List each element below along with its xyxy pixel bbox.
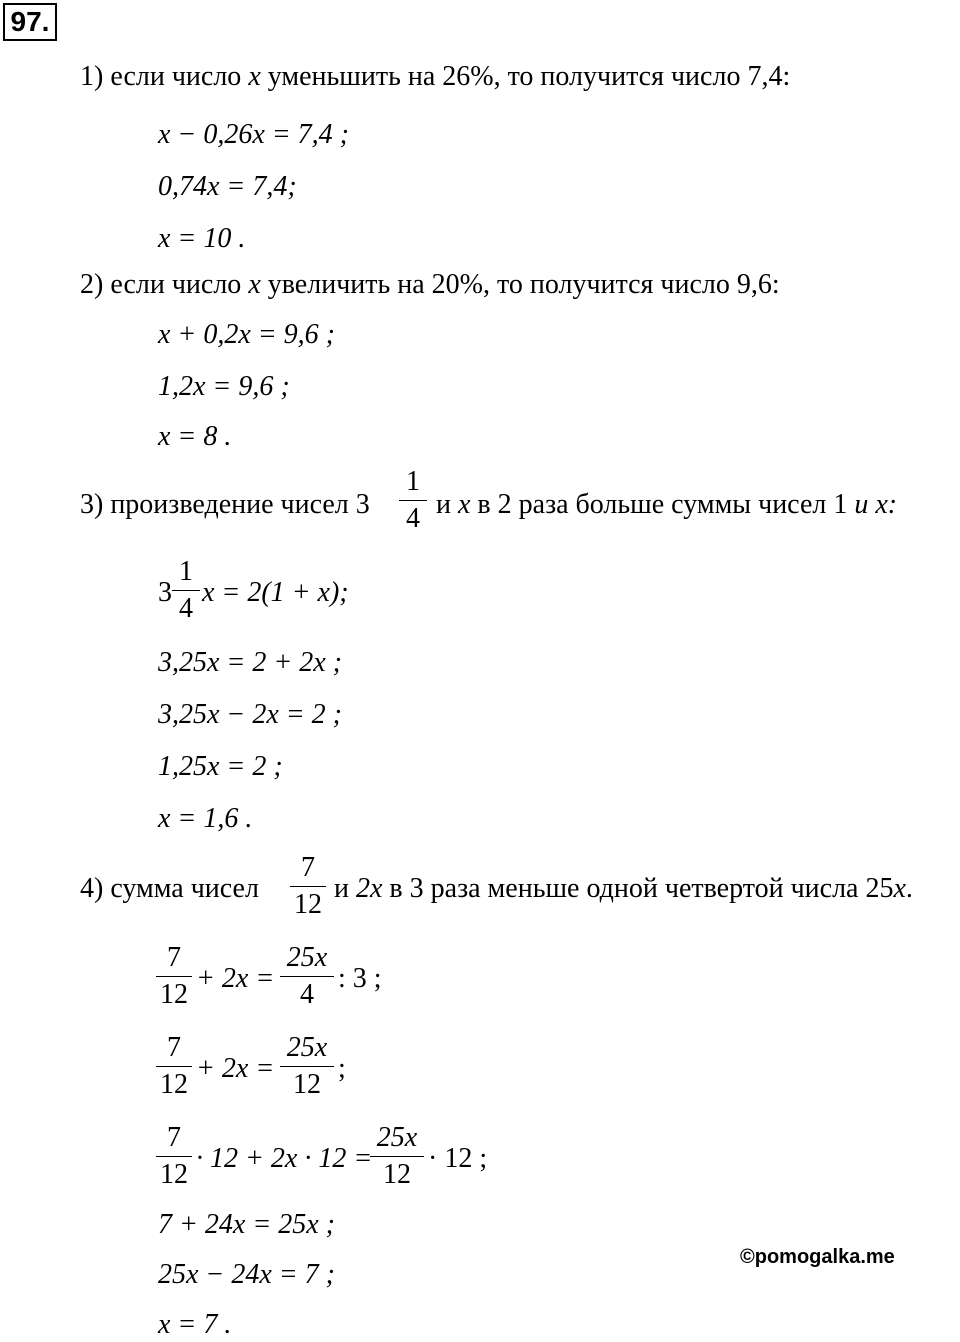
- part1-eq2: 0,74x = 7,4;: [158, 171, 297, 202]
- part4-eq1-mid: + 2x =: [196, 963, 275, 994]
- part4-eq3-fraction2: 25x 12: [370, 1122, 424, 1191]
- part3-eq3: 3,25x − 2x = 2 ;: [158, 699, 342, 730]
- part3-fraction: 1 4: [399, 466, 427, 535]
- part4-eq2-mid: + 2x =: [196, 1053, 275, 1084]
- part3-eq1-whole: 3: [158, 577, 172, 608]
- part2-statement: 2) если число x увеличить на 20%, то получится число 9,6:: [80, 269, 780, 300]
- part1-statement: 1) если число x уменьшить на 26%, то получится число 7,4:: [80, 61, 791, 92]
- watermark: ©pomogalka.me: [740, 1246, 895, 1268]
- part4-eq1-tail: : 3 ;: [338, 963, 382, 994]
- part4-eq6: x = 7 .: [158, 1309, 232, 1340]
- part4-eq5: 25x − 24x = 7 ;: [158, 1259, 335, 1290]
- part1-eq1: x − 0,26x = 7,4 ;: [158, 119, 349, 150]
- part1-eq3: x = 10 .: [158, 223, 246, 254]
- part4-eq1-fraction1: 7 12: [156, 942, 192, 1011]
- part3-eq1-fraction: 1 4: [172, 556, 200, 625]
- part3-statement-b: и x в 2 раза больше суммы чисел 1 и x:: [436, 489, 898, 520]
- part3-statement-a: 3) произведение чисел 3: [80, 489, 370, 520]
- part3-eq5: x = 1,6 .: [158, 803, 253, 834]
- part4-eq2-fraction1: 7 12: [156, 1032, 192, 1101]
- task-number: 97.: [3, 3, 57, 41]
- part4-eq2-tail: ;: [338, 1053, 346, 1084]
- part4-fraction: 7 12: [290, 852, 326, 921]
- part4-eq3-fraction1: 7 12: [156, 1122, 192, 1191]
- part4-statement-b: и 2x в 3 раза меньше одной четвертой числа 25x.: [334, 873, 913, 904]
- part2-eq3: x = 8 .: [158, 421, 232, 452]
- part4-eq4: 7 + 24x = 25x ;: [158, 1209, 335, 1240]
- part2-eq2: 1,2x = 9,6 ;: [158, 371, 290, 402]
- part4-eq1-fraction2: 25x 4: [280, 942, 334, 1011]
- part4-eq2-fraction2: 25x 12: [280, 1032, 334, 1101]
- part3-eq2: 3,25x = 2 + 2x ;: [158, 647, 342, 678]
- part4-eq3-tail: · 12 ;: [428, 1143, 488, 1174]
- part3-eq4: 1,25x = 2 ;: [158, 751, 283, 782]
- part3-eq1-rest: x = 2(1 + x);: [202, 577, 349, 608]
- part4-eq3-mid: · 12 + 2x · 12 =: [196, 1143, 373, 1174]
- part2-eq1: x + 0,2x = 9,6 ;: [158, 319, 335, 350]
- part4-statement-a: 4) сумма чисел: [80, 873, 259, 904]
